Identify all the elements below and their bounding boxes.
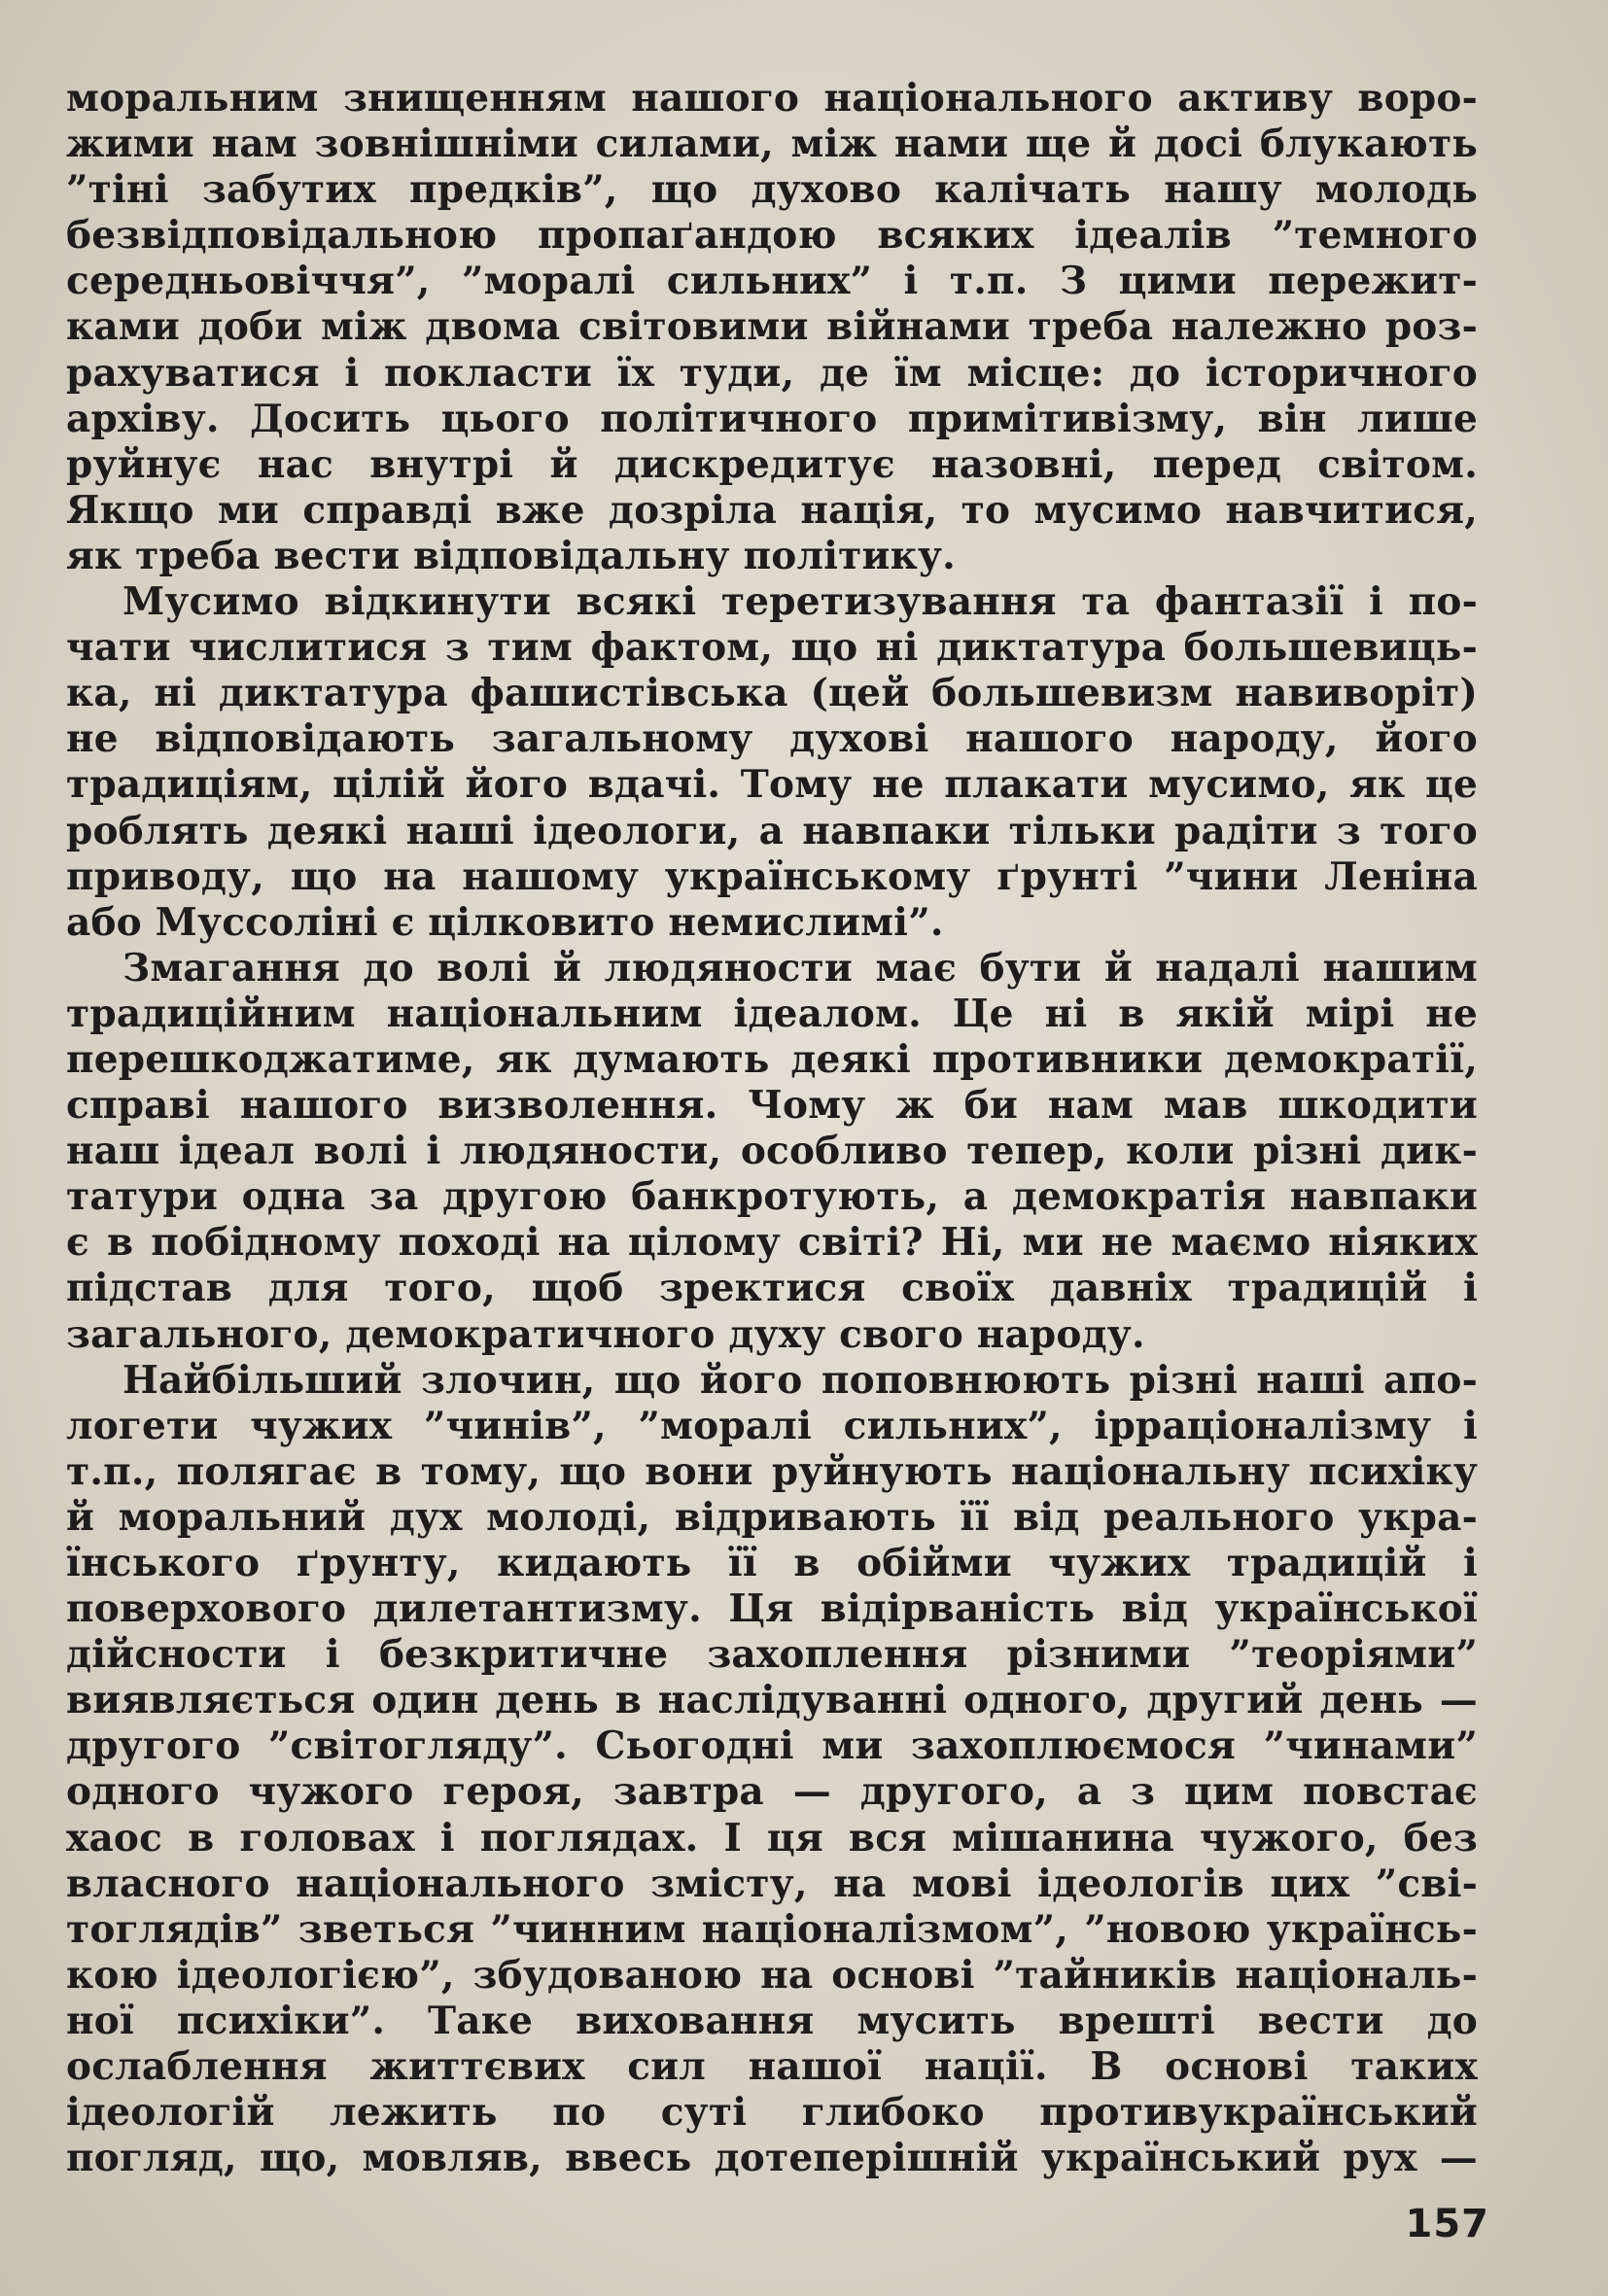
- text-line: ками доби між двома світовими війнами треба належно роз-: [66, 304, 1478, 350]
- text-line: перешкоджатиме, як думають деякі противники демократії,: [66, 1036, 1478, 1082]
- text-line: середньовіччя”, ”моралі сильних” і т.п. З цими пережит-: [66, 259, 1478, 304]
- text-line: не відповідають загальному духові нашого народу, його: [66, 716, 1478, 762]
- text-line: власного національного змісту, на мові ідеологів цих ”сві-: [66, 1861, 1478, 1906]
- text-line: другого ”світогляду”. Сьогодні ми захоплюємося ”чинами”: [66, 1723, 1478, 1769]
- text-line: справі нашого визволення. Чому ж би нам мав шкодити: [66, 1083, 1478, 1129]
- text-line: загального, демократичного духу свого народу.: [66, 1311, 1145, 1357]
- text-line: безвідповідальною пропаґандою всяких ідеалів ”темного: [66, 213, 1478, 259]
- text-line: традиціям, цілій його вдачі. Тому не плакати мусимо, як це: [66, 762, 1478, 808]
- text-line: татури одна за другою банкротують, а демократія навпаки: [66, 1174, 1478, 1220]
- body-text: [66, 76, 1478, 2181]
- text-line: дійсности і безкритичне захоплення різними ”теоріями”: [66, 1632, 1478, 1678]
- text-line: поверхового дилетантизму. Ця відірваність від української: [66, 1586, 1478, 1632]
- text-line: приводу, що на нашому українському ґрунті ”чини Леніна: [66, 853, 1478, 899]
- text-line: ”тіні забутих предків”, що духово калічать нашу молодь: [66, 167, 1478, 213]
- text-line: рахуватися і покласти їх туди, де їм місце: до історичного: [66, 350, 1478, 396]
- text-line: Мусимо відкинути всякі теретизування та фантазії і по-: [122, 579, 1478, 625]
- text-line: традиційним національним ідеалом. Це ні в якій мірі не: [66, 991, 1478, 1036]
- text-line: ослаблення життєвих сил нашої нації. В основі таких: [66, 2044, 1478, 2090]
- text-line: й моральний дух молоді, відривають її від реального укра-: [66, 1494, 1478, 1540]
- text-line: є в побідному поході на цілому світі? Ні, ми не маємо ніяких: [66, 1220, 1478, 1266]
- text-line: Змагання до волі й людяности має бути й надалі нашим: [122, 945, 1478, 991]
- text-line: або Муссоліні є цілковито немислимі”.: [66, 899, 944, 945]
- text-line: виявляється один день в наслідуванні одного, другий день —: [66, 1678, 1478, 1723]
- text-line: одного чужого героя, завтра — другого, а з цим повстає: [66, 1769, 1478, 1815]
- text-line: архіву. Досить цього політичного примітивізму, він лише: [66, 396, 1478, 441]
- text-line: погляд, що, мовляв, ввесь дотеперішній український рух —: [66, 2136, 1478, 2181]
- text-line: жими нам зовнішніми силами, між нами ще й досі блукають: [66, 122, 1478, 167]
- page-number: 157: [1405, 2202, 1489, 2246]
- text-line: моральним знищенням нашого національного активу воро-: [66, 76, 1478, 121]
- text-line: наш ідеал волі і людяности, особливо тепер, коли різні дик-: [66, 1129, 1478, 1174]
- text-line: Якщо ми справді вже дозріла нація, то мусимо навчитися,: [66, 487, 1478, 533]
- text-line: ідеологій лежить по суті глибоко противукраїнський: [66, 2090, 1478, 2136]
- text-line: чати числитися з тим фактом, що ні диктатура большевиць-: [66, 625, 1478, 671]
- text-line: ної психіки”. Таке виховання мусить врешті вести до: [66, 1998, 1478, 2043]
- text-line: логети чужих ”чинів”, ”моралі сильних”, ірраціоналізму і: [66, 1403, 1478, 1448]
- text-line: Найбільший злочин, що його поповнюють різні наші апо-: [122, 1357, 1478, 1403]
- text-line: роблять деякі наші ідеологи, а навпаки тільки радіти з того: [66, 808, 1478, 853]
- text-line: хаос в головах і поглядах. І ця вся мішанина чужого, без: [66, 1815, 1478, 1861]
- text-line: їнського ґрунту, кидають її в обійми чужих традицій і: [66, 1541, 1478, 1585]
- text-line: підстав для того, щоб зректися своїх давніх традицій і: [66, 1266, 1478, 1311]
- text-line: т.п., полягає в тому, що вони руйнують національну психіку: [66, 1448, 1478, 1494]
- text-line: ка, ні диктатура фашистівська (цей большевизм навиворіт): [66, 671, 1478, 716]
- text-line: кою ідеологією”, збудованою на основі ”тайників національ-: [66, 1952, 1478, 1998]
- text-line: тоглядів” зветься ”чинним націоналізмом”, ”новою українсь-: [66, 1906, 1478, 1952]
- text-line: як треба вести відповідальну політику.: [66, 533, 956, 578]
- text-line: руйнує нас внутрі й дискредитує назовні, перед світом.: [66, 441, 1478, 487]
